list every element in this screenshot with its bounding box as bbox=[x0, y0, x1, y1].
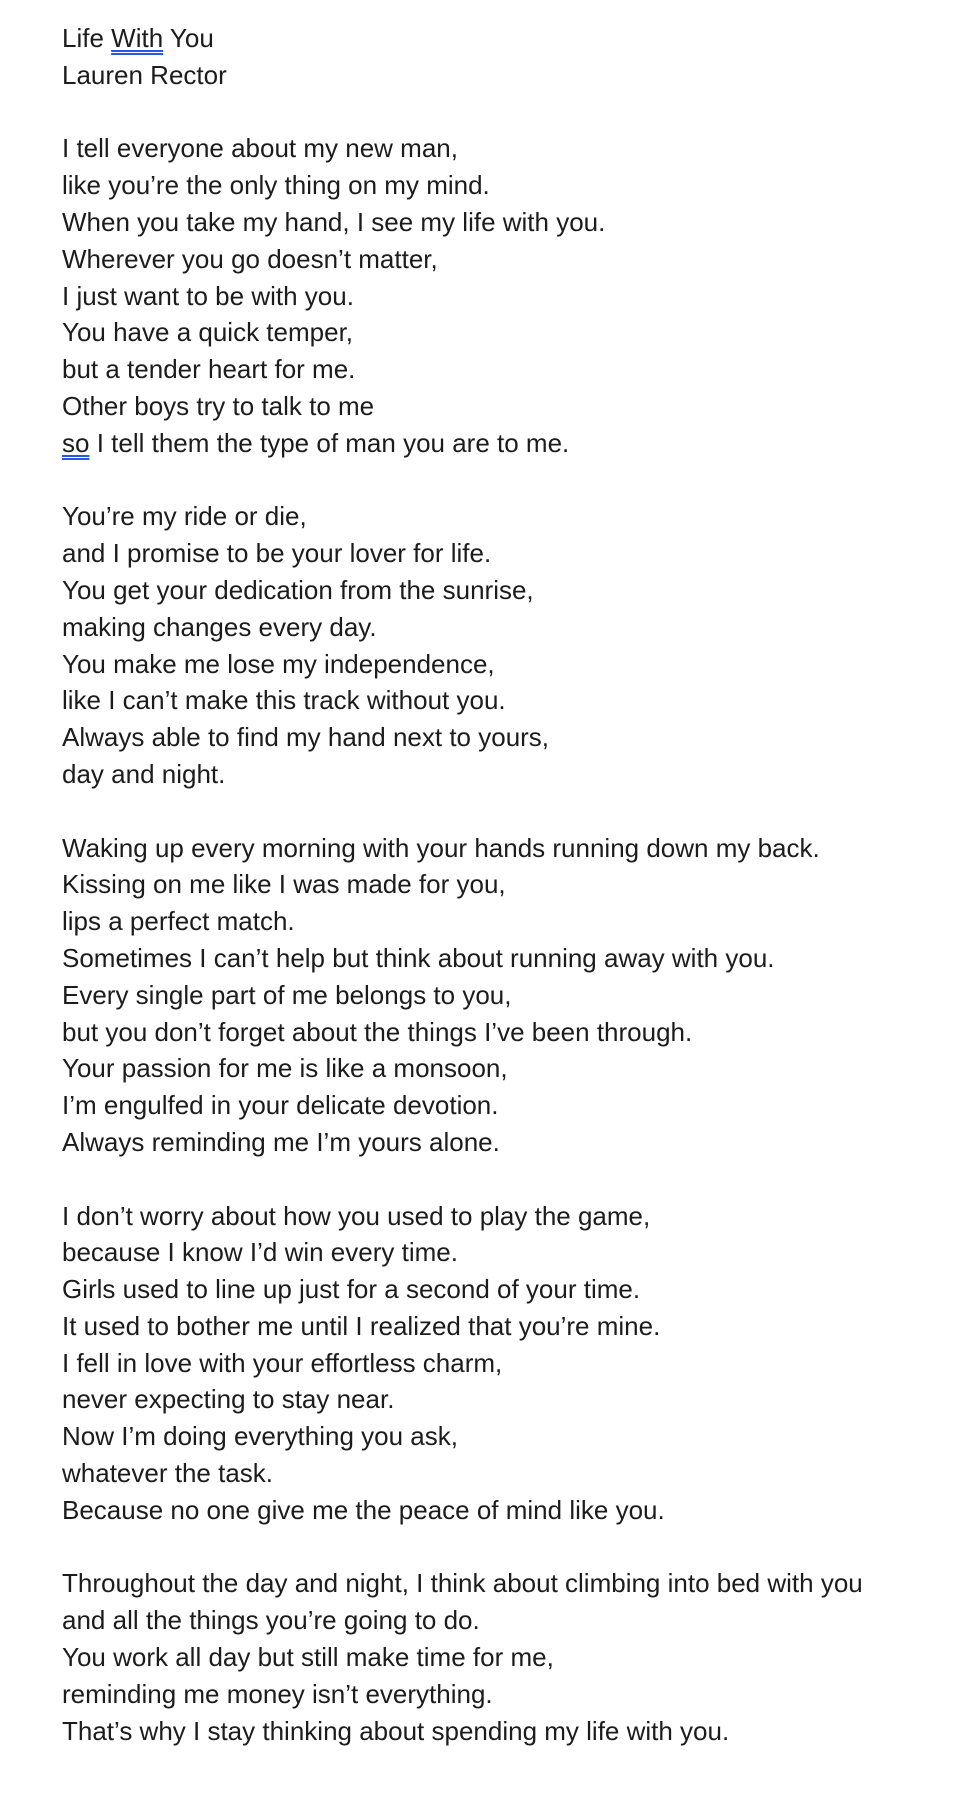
stanza bbox=[62, 130, 940, 461]
text-segment: whatever the task. bbox=[62, 1458, 273, 1489]
text-segment: You have a quick temper, bbox=[62, 317, 354, 348]
text-segment: but you don’t forget about the things I’ve been through. bbox=[62, 1016, 693, 1047]
poem-line bbox=[62, 388, 940, 425]
stanza bbox=[62, 830, 940, 1161]
text-segment: You get your dedication from the sunrise, bbox=[62, 574, 534, 605]
text-segment: I tell them the type of man you are to me. bbox=[89, 427, 570, 458]
poem-line bbox=[62, 1198, 940, 1235]
poem-line bbox=[62, 314, 940, 351]
text-segment: I’m engulfed in your delicate devotion. bbox=[62, 1090, 499, 1121]
text-segment: never expecting to stay near. bbox=[62, 1384, 395, 1415]
text-segment: When you take my hand, I see my life with you. bbox=[62, 206, 606, 237]
poem-line bbox=[62, 535, 940, 572]
poem-line bbox=[62, 1087, 940, 1124]
poem-line bbox=[62, 682, 940, 719]
text-segment: It used to bother me until I realized that you’re mine. bbox=[62, 1310, 661, 1341]
poem-line bbox=[62, 498, 940, 535]
text-segment: I don’t worry about how you used to play the game, bbox=[62, 1200, 651, 1231]
poem-line bbox=[62, 1565, 940, 1602]
poem-line bbox=[62, 204, 940, 241]
text-segment: but a tender heart for me. bbox=[62, 354, 356, 385]
text-segment: Always able to find my hand next to yours, bbox=[62, 722, 550, 753]
poem-body bbox=[62, 94, 940, 1750]
poem-line bbox=[62, 1381, 940, 1418]
poem-line bbox=[62, 719, 940, 756]
poem-line bbox=[62, 1050, 940, 1087]
text-segment: like you’re the only thing on my mind. bbox=[62, 170, 490, 201]
text-segment: Throughout the day and night, I think about climbing into bed with you bbox=[62, 1568, 863, 1599]
stanza bbox=[62, 1198, 940, 1529]
text-segment: Now I’m doing everything you ask, bbox=[62, 1421, 458, 1452]
stanza-spacer bbox=[62, 1161, 940, 1198]
stanza bbox=[62, 498, 940, 792]
poem-line bbox=[62, 351, 940, 388]
poem-line bbox=[62, 1308, 940, 1345]
stanza-spacer bbox=[62, 1529, 940, 1566]
poem-line bbox=[62, 940, 940, 977]
text-segment: You bbox=[163, 23, 214, 53]
text-segment: I tell everyone about my new man, bbox=[62, 133, 458, 164]
text-segment: because I know I’d win every time. bbox=[62, 1237, 458, 1268]
text-segment: like I can’t make this track without you. bbox=[62, 685, 506, 716]
text-segment: Sometimes I can’t help but think about running away with you. bbox=[62, 942, 775, 973]
text-segment: Kissing on me like I was made for you, bbox=[62, 869, 506, 900]
text-segment: Other boys try to talk to me bbox=[62, 390, 375, 421]
text-segment: You work all day but still make time for me, bbox=[62, 1642, 554, 1673]
poem-line bbox=[62, 1602, 940, 1639]
text-segment: Waking up every morning with your hands running down my back. bbox=[62, 832, 820, 863]
poem-author: Lauren Rector bbox=[62, 59, 227, 90]
text-segment: reminding me money isn’t everything. bbox=[62, 1678, 493, 1709]
text-segment: lips a perfect match. bbox=[62, 906, 295, 937]
grammar-flagged-word: With bbox=[111, 23, 164, 53]
poem-line bbox=[62, 167, 940, 204]
text-segment: Girls used to line up just for a second of your time. bbox=[62, 1274, 641, 1305]
poem-line bbox=[62, 1492, 940, 1529]
text-segment: and I promise to be your lover for life. bbox=[62, 538, 492, 569]
poem-line bbox=[62, 1271, 940, 1308]
poem-line bbox=[62, 903, 940, 940]
text-segment: making changes every day. bbox=[62, 611, 377, 642]
poem-line bbox=[62, 572, 940, 609]
stanza bbox=[62, 1565, 940, 1749]
text-segment: Because no one give me the peace of mind like you. bbox=[62, 1494, 665, 1525]
poem-line bbox=[62, 130, 940, 167]
grammar-flagged-word: so bbox=[62, 427, 90, 458]
poem-line bbox=[62, 241, 940, 278]
text-segment: Every single part of me belongs to you, bbox=[62, 979, 512, 1010]
poem-line bbox=[62, 646, 940, 683]
poem-line bbox=[62, 1713, 940, 1750]
poem-line bbox=[62, 1676, 940, 1713]
text-segment: I fell in love with your effortless charm, bbox=[62, 1347, 503, 1378]
poem-line bbox=[62, 278, 940, 315]
text-segment: Always reminding me I’m yours alone. bbox=[62, 1126, 500, 1157]
poem-line bbox=[62, 609, 940, 646]
text-segment: I just want to be with you. bbox=[62, 280, 354, 311]
poem-line bbox=[62, 1345, 940, 1382]
poem-line bbox=[62, 866, 940, 903]
text-segment: Life bbox=[62, 23, 112, 53]
text-segment: Wherever you go doesn’t matter, bbox=[62, 243, 438, 274]
stanza-spacer bbox=[62, 94, 940, 131]
text-segment: That’s why I stay thinking about spending my life with you. bbox=[62, 1715, 730, 1746]
poem-line bbox=[62, 1124, 940, 1161]
text-segment: You’re my ride or die, bbox=[62, 501, 307, 532]
text-segment: You make me lose my independence, bbox=[62, 648, 495, 679]
poem-line bbox=[62, 1014, 940, 1051]
text-segment: and all the things you’re going to do. bbox=[62, 1605, 480, 1636]
stanza-spacer bbox=[62, 462, 940, 499]
poem-line bbox=[62, 1418, 940, 1455]
stanza-spacer bbox=[62, 793, 940, 830]
poem-line bbox=[62, 977, 940, 1014]
text-segment: day and night. bbox=[62, 758, 226, 789]
poem-line bbox=[62, 1234, 940, 1271]
poem-line bbox=[62, 1639, 940, 1676]
poem-line bbox=[62, 830, 940, 867]
poem-title bbox=[62, 20, 940, 57]
poem-line bbox=[62, 425, 940, 462]
poem-line bbox=[62, 1455, 940, 1492]
text-segment: Your passion for me is like a monsoon, bbox=[62, 1053, 508, 1084]
poem-line bbox=[62, 756, 940, 793]
